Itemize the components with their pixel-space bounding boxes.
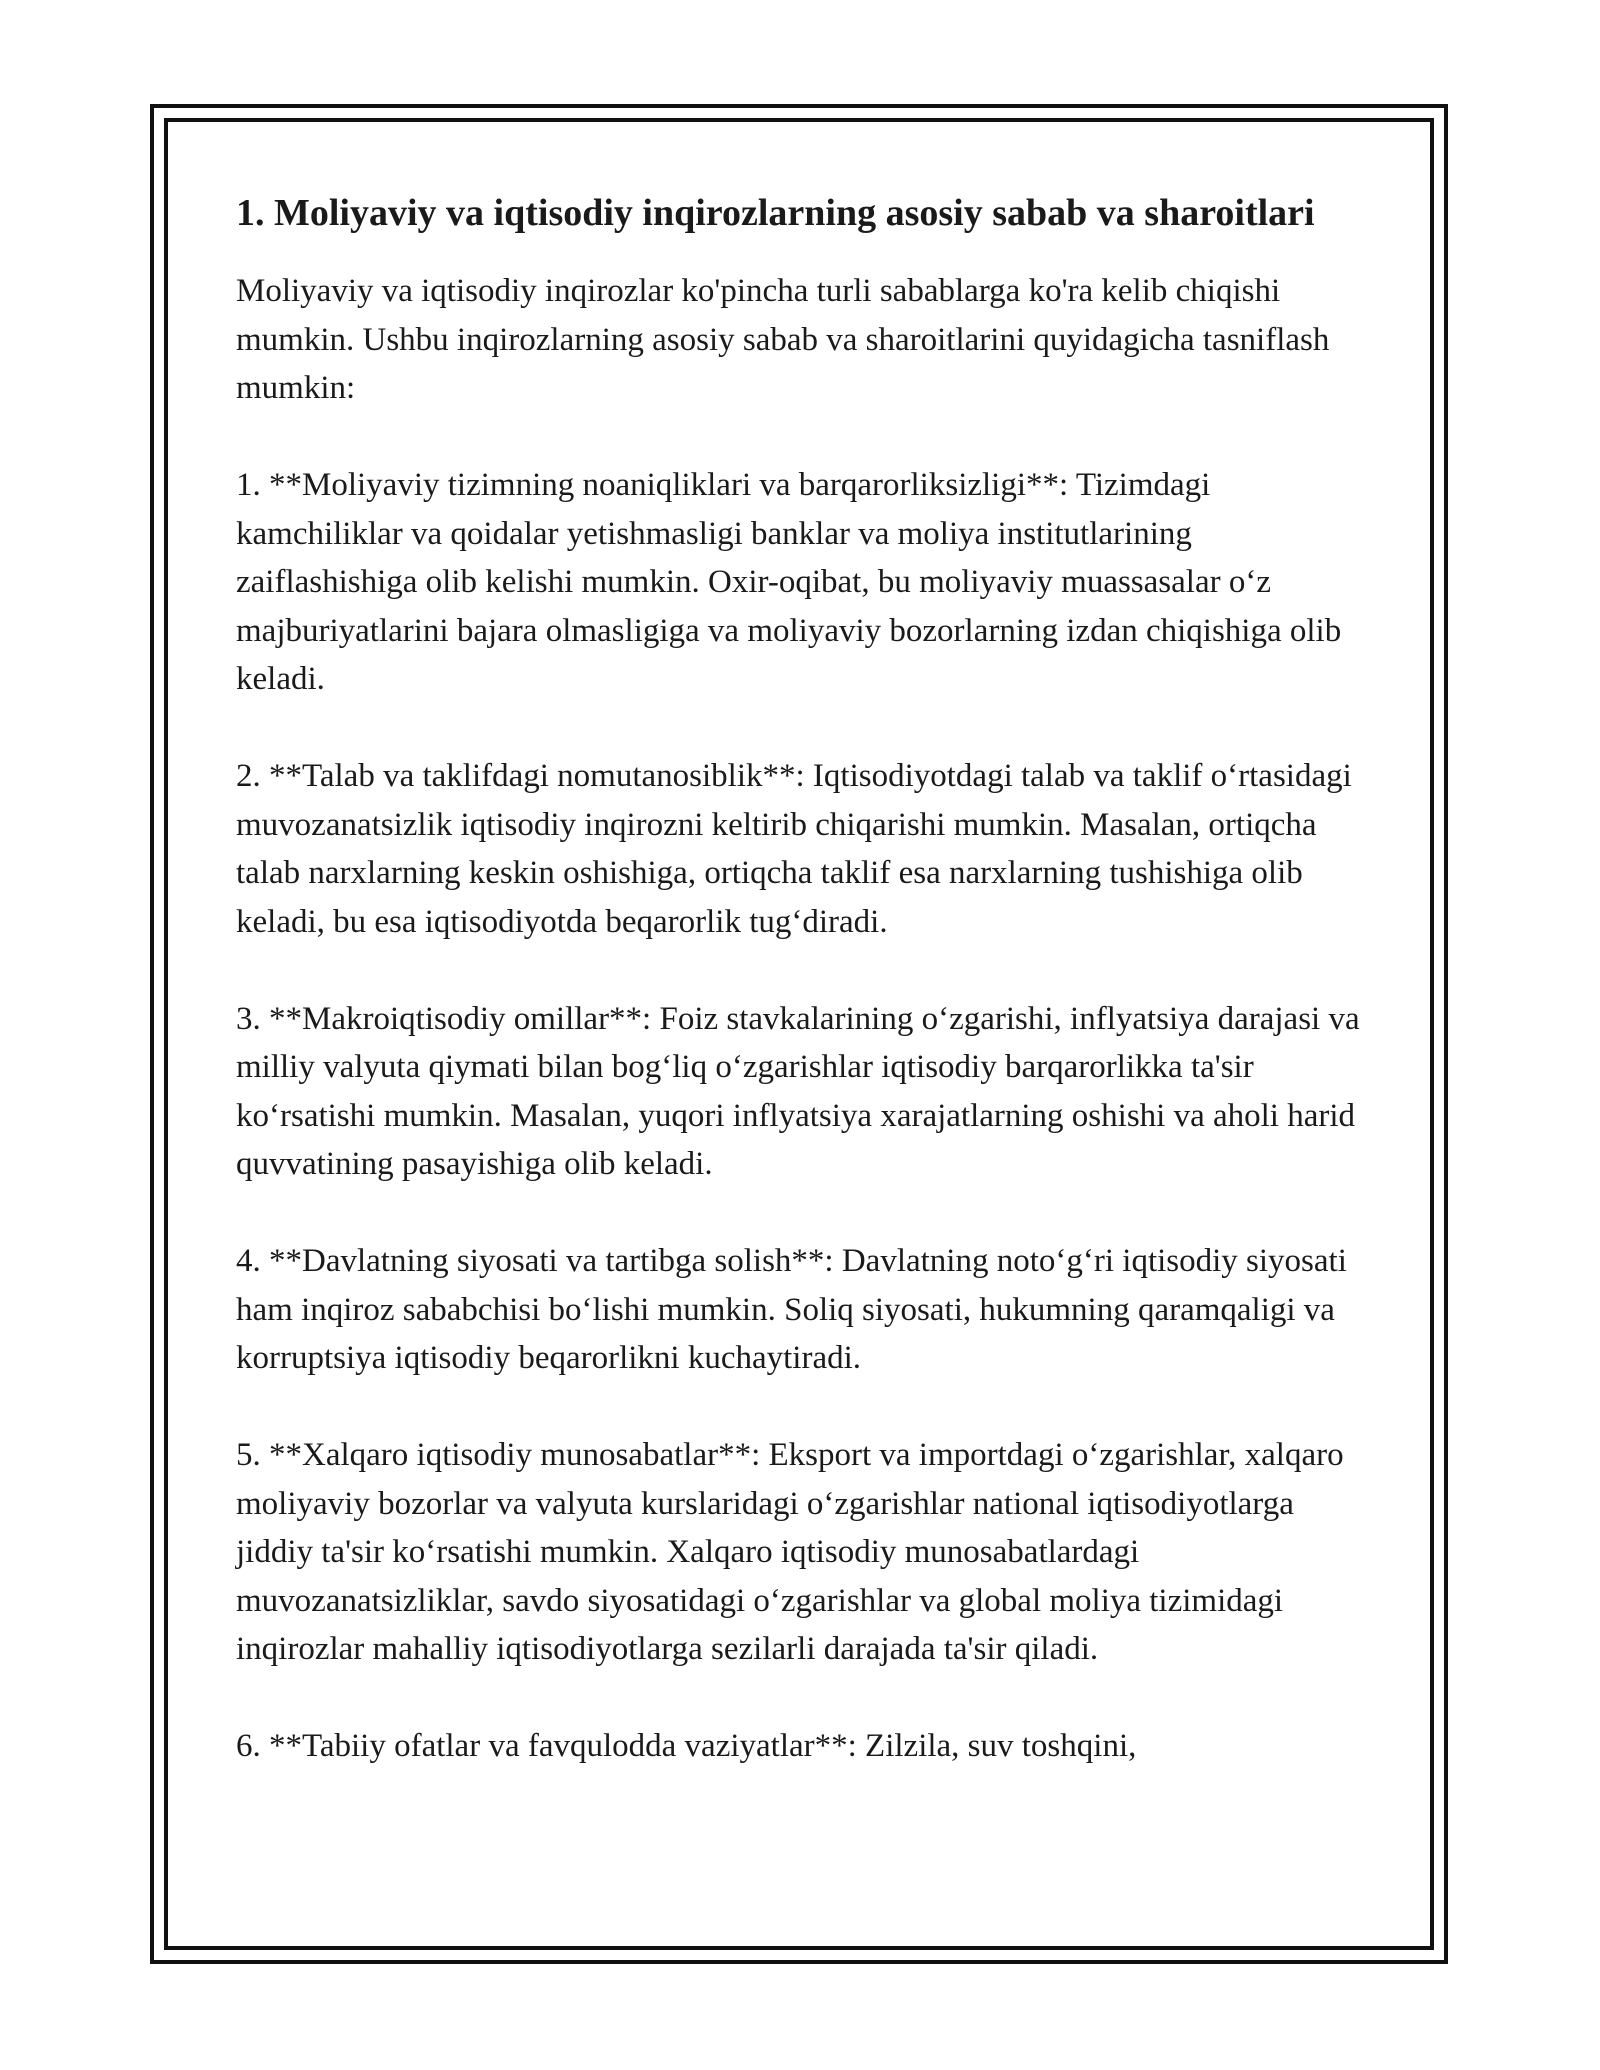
list-item-4: 4. **Davlatning siyosati va tartibga solish**: Davlatning noto‘g‘ri iqtisodiy siyosati ham inqiroz sababchisi bo‘lishi mumkin. Soliq siyosati, hukumning qaramqaligi va korruptsiya iqtisodiy beqarorlikni kuchaytiradi.: [236, 1243, 1347, 1376]
list-item-5: 5. **Xalqaro iqtisodiy munosabatlar**: Eksport va importdagi o‘zgarishlar, xalqaro moliyaviy bozorlar va valyuta kurslaridagi o‘zgarishlar national iqtisodiyotlarga jiddiy ta'sir ko‘rsatishi mumkin. Xalqaro iqtisodiy munosabatlardagi muvozanatsizliklar, savdo siyosatidagi o‘zgarishlar va global moliya tizimidagi inqirozlar mahalliy iqtisodiyotlarga sezilarli darajada ta'sir qiladi.: [236, 1437, 1344, 1667]
intro-paragraph: Moliyaviy va iqtisodiy inqirozlar ko'pincha turli sabablarga ko'ra kelib chiqishi mumkin. Ushbu inqirozlarning asosiy sabab va sharoitlarini quyidagicha tasniflash mumkin:: [236, 273, 1330, 406]
list-item-3: 3. **Makroiqtisodiy omillar**: Foiz stavkalarining o‘zgarishi, inflyatsiya darajasi va milliy valyuta qiymati bilan bog‘liq o‘zgarishlar iqtisodiy barqarorlikka ta'sir ko‘rsatishi mumkin. Masalan, yuqori inflyatsiya xarajatlarning oshishi va aholi harid quvvatining pasayishiga olib keladi.: [236, 1000, 1360, 1182]
document-body: [236, 186, 1376, 1819]
list-item-2: 2. **Talab va taklifdagi nomutanosiblik**: Iqtisodiyotdagi talab va taklif o‘rtasidagi muvozanatsizlik iqtisodiy inqirozni keltirib chiqarishi mumkin. Masalan, ortiqcha talab narxlarning keskin oshishiga, ortiqcha taklif esa narxlarning tushishiga olib keladi, bu esa iqtisodiyotda beqarorlik tug‘diradi.: [236, 758, 1352, 940]
list-item-6: 6. **Tabiiy ofatlar va favqulodda vaziyatlar**: Zilzila, suv toshqini,: [236, 1728, 1137, 1764]
section-heading: 1. Moliyaviy va iqtisodiy inqirozlarning asosiy sabab va sharoitlari: [236, 192, 1315, 234]
list-item-1: 1. **Moliyaviy tizimning noaniqliklari va barqarorliksizligi**: Tizimdagi kamchiliklar va qoidalar yetishmasligi banklar va moliya institutlarining zaiflashishiga olib kelishi mumkin. Oxir-oqibat, bu moliyaviy muassasalar o‘z majburiyatlarini bajara olmasligiga va moliyaviy bozorlarning izdan chiqishiga olib keladi.: [236, 467, 1342, 697]
